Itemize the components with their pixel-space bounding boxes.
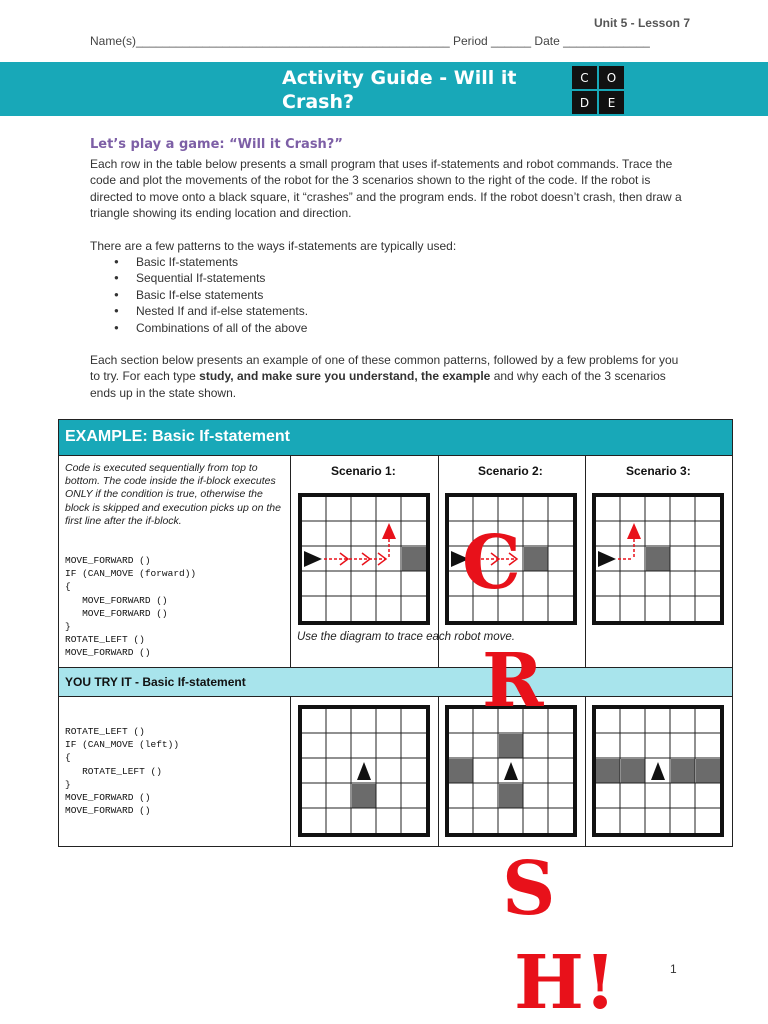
example-header-text: EXAMPLE: Basic If-statement: [65, 428, 290, 445]
sections-paragraph: [90, 352, 690, 401]
try-scenario-3-grid[interactable]: [592, 705, 724, 837]
list-item: ● Nested If and if-else statements.: [114, 303, 308, 319]
crash-letter-s: S: [502, 846, 556, 932]
example-header: [59, 420, 732, 456]
column-divider: [585, 697, 586, 847]
paragraph-text: and why each of the 3 scenarios ends up in the state shown.: [90, 369, 666, 400]
crash-letter-h: H!: [514, 940, 617, 1024]
trace-hint: Use the diagram to trace each robot move.: [297, 631, 515, 643]
try-it-header-text: YOU TRY IT - Basic If-statement: [65, 675, 246, 689]
paragraph-emphasis: study, and make sure you understand, the example: [199, 369, 491, 384]
page-number: 1: [670, 962, 677, 976]
crash-letter-r: R: [482, 638, 544, 724]
column-divider: [438, 697, 439, 847]
try-it-code: ROTATE_LEFT () IF (CAN_MOVE (left)) { ROTATE_LEFT () } MOVE_FORWARD () MOVE_FORWARD (): [65, 726, 180, 817]
scenario-1-grid[interactable]: [298, 493, 430, 625]
scenario-3-grid[interactable]: [592, 493, 724, 625]
logo-letter: E: [599, 91, 624, 114]
logo-letter: O: [599, 66, 624, 89]
scenario-3-label: Scenario 3:: [626, 464, 691, 478]
intro-paragraph: Each row in the table below presents a small program that uses if-statements and robot commands. Trace the code and plot the movements of the robot for the 3 scenarios shown to the right of the code. If the robot is directed to move onto a black square, it “crashes” and the program ends. If the robot doesn’t crash, then draw a triangle showing its ending location and direction.: [90, 157, 682, 221]
code-logo: [572, 66, 624, 114]
list-item: ● Sequential If-statements: [114, 270, 308, 286]
scenario-2-label: Scenario 2:: [478, 464, 543, 478]
name-period-date-line: Name(s)_______________________________________________ Period ______ Date _____________: [90, 34, 650, 48]
example-row: [59, 456, 732, 668]
logo-letter: D: [572, 91, 597, 114]
title-banner: [0, 62, 768, 116]
example-code: MOVE_FORWARD () IF (CAN_MOVE (forward)) { MOVE_FORWARD () MOVE_FORWARD () } ROTATE_LEFT () MOVE_FORWARD (): [65, 555, 197, 659]
list-item: ● Basic If-statements: [114, 254, 308, 270]
scenario-1-label: Scenario 1:: [331, 464, 396, 478]
section-subtitle: Let’s play a game: “Will it Crash?”: [90, 137, 343, 152]
patterns-list: [114, 254, 308, 336]
try-scenario-1-grid[interactable]: [298, 705, 430, 837]
list-item: ● Combinations of all of the above: [114, 320, 308, 336]
list-item: ● Basic If-else statements: [114, 287, 308, 303]
activity-table: [58, 419, 733, 847]
unit-lesson-label: Unit 5 - Lesson 7: [593, 16, 690, 30]
patterns-intro: There are a few patterns to the ways if-statements are typically used:: [90, 239, 457, 253]
try-scenario-2-grid[interactable]: [445, 705, 577, 837]
try-it-row: [59, 697, 732, 847]
try-it-header: [59, 668, 732, 697]
column-divider: [290, 456, 291, 667]
column-divider: [585, 456, 586, 667]
page-title: Activity Guide - Will it Crash?: [282, 67, 517, 113]
example-description: Code is executed sequentially from top to bottom. The code inside the if-block executes ONLY if the condition is true, otherwise the block is skipped and execution picks up on the first line after the if-block.: [65, 462, 281, 527]
paragraph-text: Each section below presents an example of one of these common patterns, followed by a few problems for you to try. For each type: [90, 353, 679, 384]
crash-letter-c: C: [462, 520, 521, 606]
column-divider: [290, 697, 291, 847]
logo-letter: C: [572, 66, 597, 89]
